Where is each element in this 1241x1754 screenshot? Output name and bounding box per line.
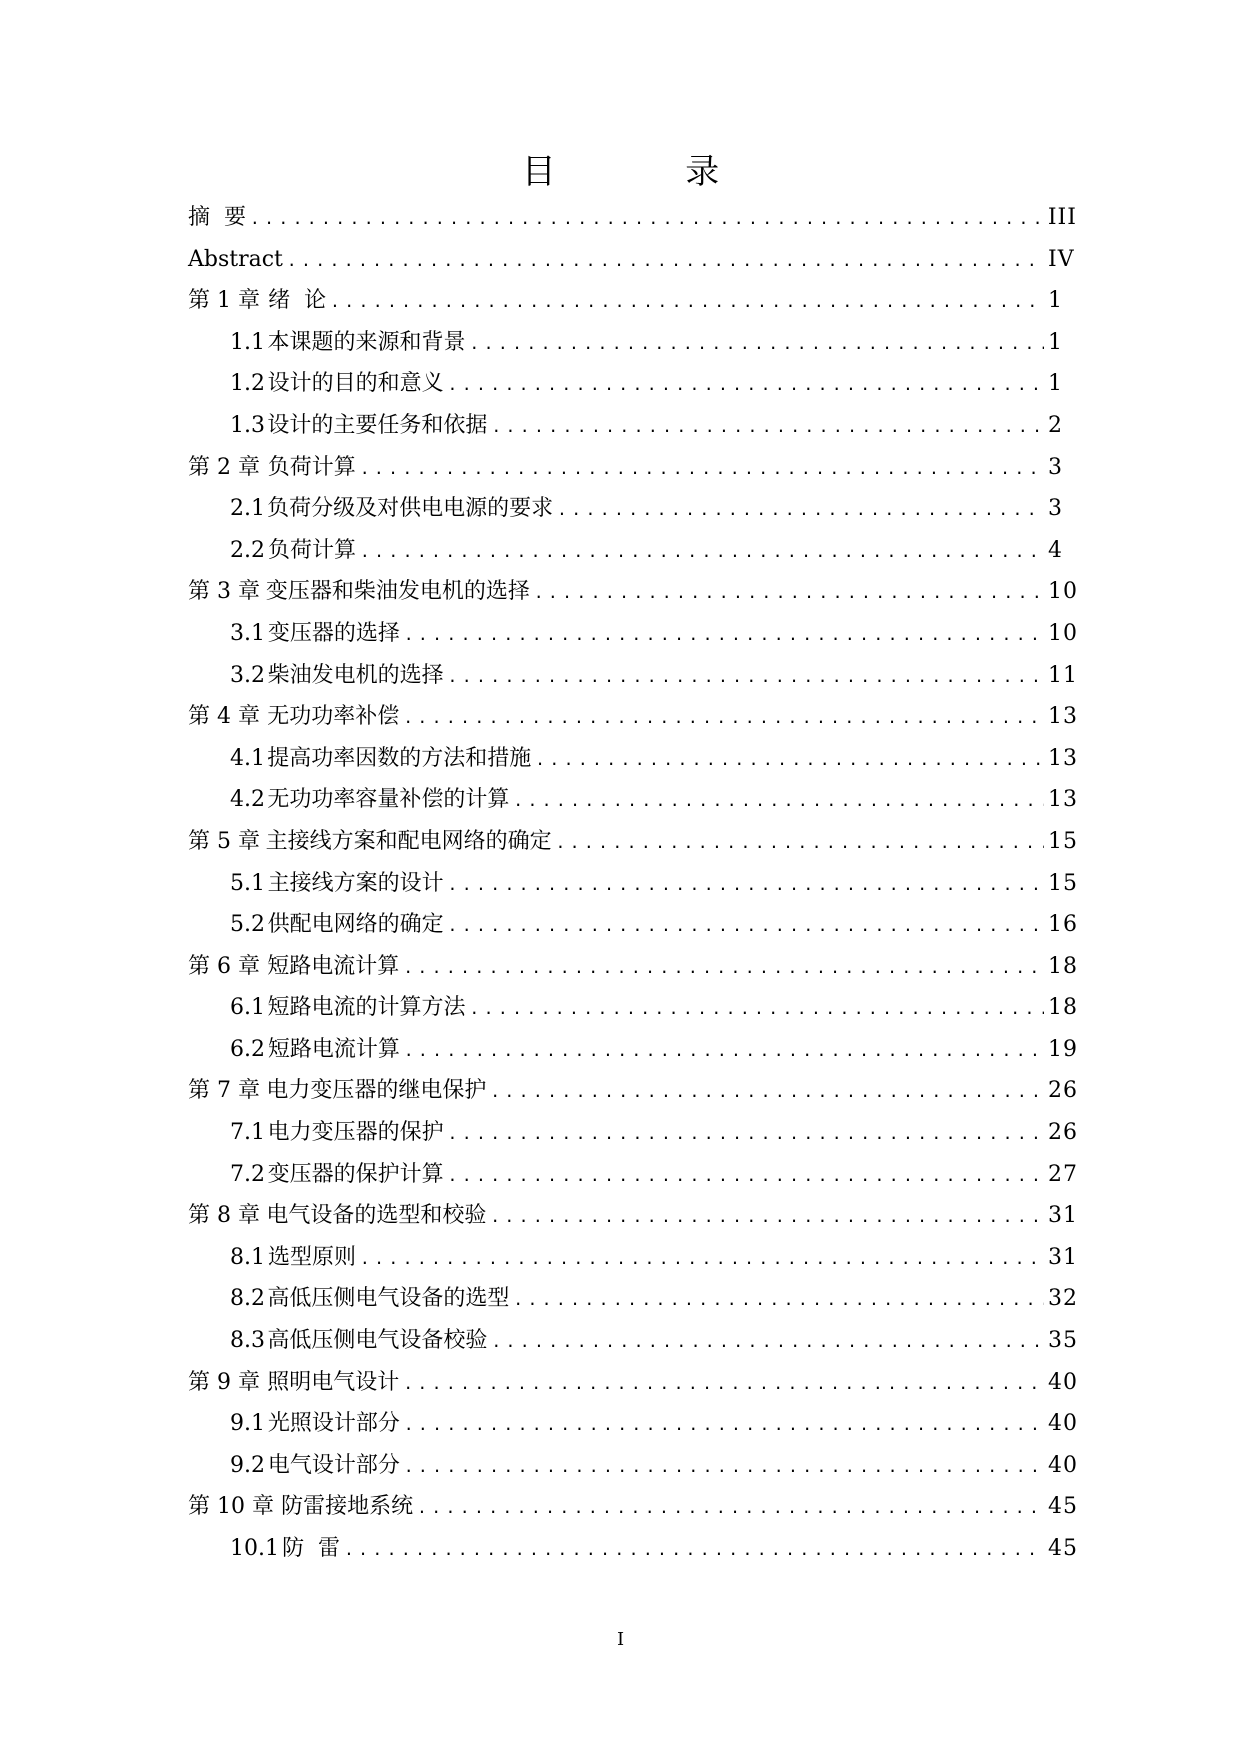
toc-dot-leader: [403, 947, 1044, 989]
toc-dot-leader: [360, 531, 1044, 573]
toc-entry-title: 选型原则: [268, 1244, 357, 1270]
toc-entry-number: Abstract: [188, 246, 283, 272]
toc-page-number: 1: [1048, 288, 1063, 314]
toc-entry-title: 设计的主要任务和依据: [267, 412, 488, 438]
toc-page-number: 19: [1048, 1036, 1078, 1062]
toc-page-number: 1: [1048, 371, 1063, 397]
page-number: I: [616, 1629, 625, 1650]
toc-entry-number: 1.1: [230, 329, 265, 355]
toc-section-entry[interactable]: [188, 405, 1063, 447]
toc-chapter-entry[interactable]: [188, 280, 1063, 322]
toc-entry-title: 防 雷: [282, 1536, 341, 1561]
toc-dot-leader: [417, 1487, 1044, 1529]
toc-dot-leader: [250, 198, 1044, 240]
toc-section-entry[interactable]: [188, 488, 1063, 530]
toc-page-number: 31: [1048, 1244, 1078, 1270]
toc-entry-title: 设计的目的和意义: [267, 371, 444, 397]
toc-dot-leader: [403, 1363, 1044, 1405]
toc-entry-number: 第 2 章: [188, 454, 260, 480]
toc-entry-number: 1.2: [230, 371, 265, 397]
toc-chapter-entry[interactable]: [188, 1070, 1078, 1112]
toc-entry-number: 第 9 章: [188, 1369, 260, 1395]
toc-page-number: 13: [1048, 745, 1078, 771]
toc-entry-number: 9.2: [230, 1452, 265, 1478]
toc-page-number: 26: [1048, 1120, 1078, 1146]
toc-dot-leader: [470, 323, 1044, 365]
toc-entry-title: 高低压侧电气设备的选型: [267, 1286, 510, 1312]
toc-page-number: 1: [1048, 329, 1063, 355]
page-title: 目 录: [521, 152, 756, 192]
toc-chapter-entry[interactable]: [188, 239, 1075, 281]
toc-entry-number: 1.3: [230, 412, 265, 438]
toc-entry-number: 3.1: [230, 620, 265, 646]
toc-entry-number: 第 1 章: [188, 288, 260, 314]
toc-section-entry[interactable]: [188, 1403, 1078, 1445]
toc-entry-title: 短路电流计算: [267, 1036, 400, 1062]
toc-page-number: 27: [1048, 1161, 1078, 1187]
toc-entry-number: 第 6 章: [188, 953, 260, 979]
toc-page-number: 13: [1048, 787, 1078, 813]
toc-section-entry[interactable]: [188, 1154, 1078, 1196]
toc-section-entry[interactable]: [188, 1029, 1078, 1071]
toc-section-entry[interactable]: [188, 1278, 1078, 1320]
toc-section-entry[interactable]: [188, 530, 1063, 572]
toc-entry-title: 无功功率补偿: [267, 704, 400, 730]
toc-dot-leader: [491, 406, 1044, 448]
toc-dot-leader: [448, 364, 1044, 406]
toc-section-entry[interactable]: [188, 1112, 1078, 1154]
toc-page-number: 15: [1048, 870, 1078, 896]
toc-dot-leader: [287, 240, 1044, 282]
toc-dot-leader: [513, 1279, 1044, 1321]
toc-dot-leader: [448, 656, 1044, 698]
toc-section-entry[interactable]: [188, 1445, 1078, 1487]
toc-entry-number: 3.2: [230, 662, 265, 688]
toc-dot-leader: [360, 448, 1044, 490]
toc-chapter-entry[interactable]: [188, 1486, 1078, 1528]
toc-entry-title: 变压器的选择: [267, 620, 400, 646]
toc-entry-number: 4.1: [230, 745, 265, 771]
toc-section-entry[interactable]: [188, 1237, 1078, 1279]
toc-dot-leader: [448, 864, 1044, 906]
toc-section-entry[interactable]: [188, 779, 1078, 821]
toc-page-number: 3: [1048, 454, 1063, 480]
toc-entry-number: 5.2: [230, 912, 265, 938]
toc-entry-number: 第 3 章: [188, 579, 260, 605]
toc-entry-number: 7.2: [230, 1161, 265, 1187]
toc-chapter-entry[interactable]: [188, 447, 1063, 489]
toc-entry-number: 2.1: [230, 496, 265, 522]
toc-entry-number: 7.1: [230, 1120, 265, 1146]
toc-dot-leader: [491, 1321, 1044, 1363]
toc-section-entry[interactable]: [188, 1528, 1078, 1570]
toc-dot-leader: [360, 1238, 1044, 1280]
toc-section-entry[interactable]: [188, 363, 1063, 405]
toc-page-number: 26: [1048, 1078, 1078, 1104]
toc-dot-leader: [404, 614, 1044, 656]
toc-entry-number: 第 4 章: [188, 704, 260, 730]
toc-entry-title: 高低压侧电气设备校验: [267, 1328, 488, 1354]
toc-dot-leader: [404, 1446, 1044, 1488]
toc-entry-title: 绪 论: [268, 288, 327, 314]
toc-page-number: 35: [1048, 1328, 1078, 1354]
toc-dot-leader: [448, 1155, 1044, 1197]
toc-entry-title: 负荷计算: [268, 537, 357, 563]
toc-dot-leader: [344, 1529, 1044, 1571]
toc-entry-number: 10.1: [230, 1536, 279, 1561]
toc-dot-leader: [330, 281, 1044, 323]
toc-dot-leader: [557, 489, 1044, 531]
toc-page-number: 45: [1048, 1494, 1078, 1520]
toc-entry-title: 主接线方案和配电网络的确定: [265, 828, 552, 854]
toc-entry-number: 4.2: [230, 787, 265, 813]
toc-dot-leader: [535, 739, 1044, 781]
toc-page-number: 18: [1048, 995, 1078, 1021]
toc-page-number: 4: [1048, 537, 1063, 563]
toc-entry-number: 2.2: [230, 537, 265, 563]
toc-page-number: 10: [1048, 620, 1078, 646]
toc-entry-number: 8.1: [230, 1244, 265, 1270]
toc-page-number: 2: [1048, 412, 1063, 438]
toc-dot-leader: [513, 780, 1044, 822]
toc-entry-number: 第 10 章: [188, 1494, 274, 1520]
toc-entry-title: 提高功率因数的方法和措施: [267, 745, 532, 771]
toc-section-entry[interactable]: [188, 1320, 1078, 1362]
toc-dot-leader: [556, 822, 1044, 864]
toc-entry-title: 短路电流计算: [267, 953, 400, 979]
toc-entry-number: 6.1: [230, 995, 265, 1021]
toc-entry-title: 电力变压器的继电保护: [266, 1078, 487, 1104]
toc-entry-title: 电气设计部分: [267, 1452, 400, 1478]
toc-page-number: 15: [1048, 828, 1078, 854]
toc-dot-leader: [490, 1071, 1044, 1113]
toc-dot-leader: [490, 1196, 1044, 1238]
toc-chapter-entry[interactable]: [188, 946, 1078, 988]
toc-entry-number: 摘 要: [188, 205, 246, 230]
toc-dot-leader: [404, 1404, 1044, 1446]
toc-entry-title: 柴油发电机的选择: [267, 662, 444, 688]
toc-dot-leader: [448, 905, 1044, 947]
toc-page-number: 40: [1048, 1369, 1078, 1395]
toc-page-number: 16: [1048, 912, 1078, 938]
toc-dot-leader: [534, 572, 1044, 614]
toc-chapter-entry[interactable]: [188, 1195, 1078, 1237]
toc-page-number: 3: [1048, 496, 1063, 522]
toc-section-entry[interactable]: [188, 987, 1078, 1029]
toc-entry-number: 8.2: [230, 1286, 265, 1312]
toc-page-number: 18: [1048, 953, 1078, 979]
toc-entry-title: 电气设备的选型和校验: [266, 1203, 487, 1229]
toc-entry-title: 供配电网络的确定: [267, 912, 444, 938]
toc-section-entry[interactable]: [188, 738, 1078, 780]
toc-page-number: 13: [1048, 704, 1078, 730]
toc-page-number: 11: [1048, 662, 1078, 688]
toc-dot-leader: [448, 1113, 1044, 1155]
toc-entry-title: 电力变压器的保护: [267, 1120, 444, 1146]
toc-entry-title: 负荷分级及对供电电源的要求: [267, 496, 554, 522]
toc-page-number: 40: [1048, 1411, 1078, 1437]
toc-entry-title: 负荷计算: [267, 454, 356, 480]
toc-section-entry[interactable]: [188, 904, 1078, 946]
toc-entry-number: 6.2: [230, 1036, 265, 1062]
toc-section-entry[interactable]: [188, 863, 1078, 905]
toc-page-number: 45: [1048, 1536, 1078, 1561]
toc-entry-title: 无功功率容量补偿的计算: [267, 787, 510, 813]
toc-chapter-entry[interactable]: [188, 1362, 1078, 1404]
toc-page-number: III: [1047, 205, 1077, 230]
toc-entry-title: 短路电流的计算方法: [267, 995, 466, 1021]
toc-entry-title: 本课题的来源和背景: [267, 329, 466, 355]
toc-entry-number: 第 7 章: [188, 1078, 260, 1104]
toc-entry-number: 8.3: [230, 1328, 265, 1354]
toc-entry-title: 防雷接地系统: [281, 1494, 414, 1520]
toc-chapter-entry[interactable]: [188, 821, 1078, 863]
toc-page-number: 31: [1048, 1203, 1078, 1229]
toc-entry-title: 主接线方案的设计: [267, 870, 444, 896]
toc-entry-number: 9.1: [230, 1411, 265, 1437]
toc-chapter-entry[interactable]: [188, 571, 1078, 613]
toc-entry-title: 光照设计部分: [267, 1411, 400, 1437]
toc-dot-leader: [470, 988, 1044, 1030]
toc-dot-leader: [404, 1030, 1044, 1072]
toc-entry-number: 第 8 章: [188, 1203, 260, 1229]
toc-entry-title: 变压器和柴油发电机的选择: [265, 579, 530, 605]
toc-page-number: 10: [1048, 579, 1078, 605]
toc-section-entry[interactable]: [188, 322, 1063, 364]
toc-page-number: 40: [1048, 1452, 1078, 1478]
toc-page-number: IV: [1048, 246, 1075, 272]
toc-entry-title: 照明电气设计: [267, 1369, 400, 1395]
toc-chapter-entry[interactable]: [188, 197, 1077, 239]
toc-page-number: 32: [1048, 1286, 1078, 1312]
toc-entry-title: 变压器的保护计算: [267, 1161, 444, 1187]
toc-chapter-entry[interactable]: [188, 696, 1078, 738]
toc-entry-number: 第 5 章: [188, 828, 260, 854]
toc-dot-leader: [403, 697, 1044, 739]
toc-entry-number: 5.1: [230, 870, 265, 896]
toc-section-entry[interactable]: [188, 655, 1078, 697]
table-of-contents: [188, 197, 1078, 1570]
toc-section-entry[interactable]: [188, 613, 1078, 655]
